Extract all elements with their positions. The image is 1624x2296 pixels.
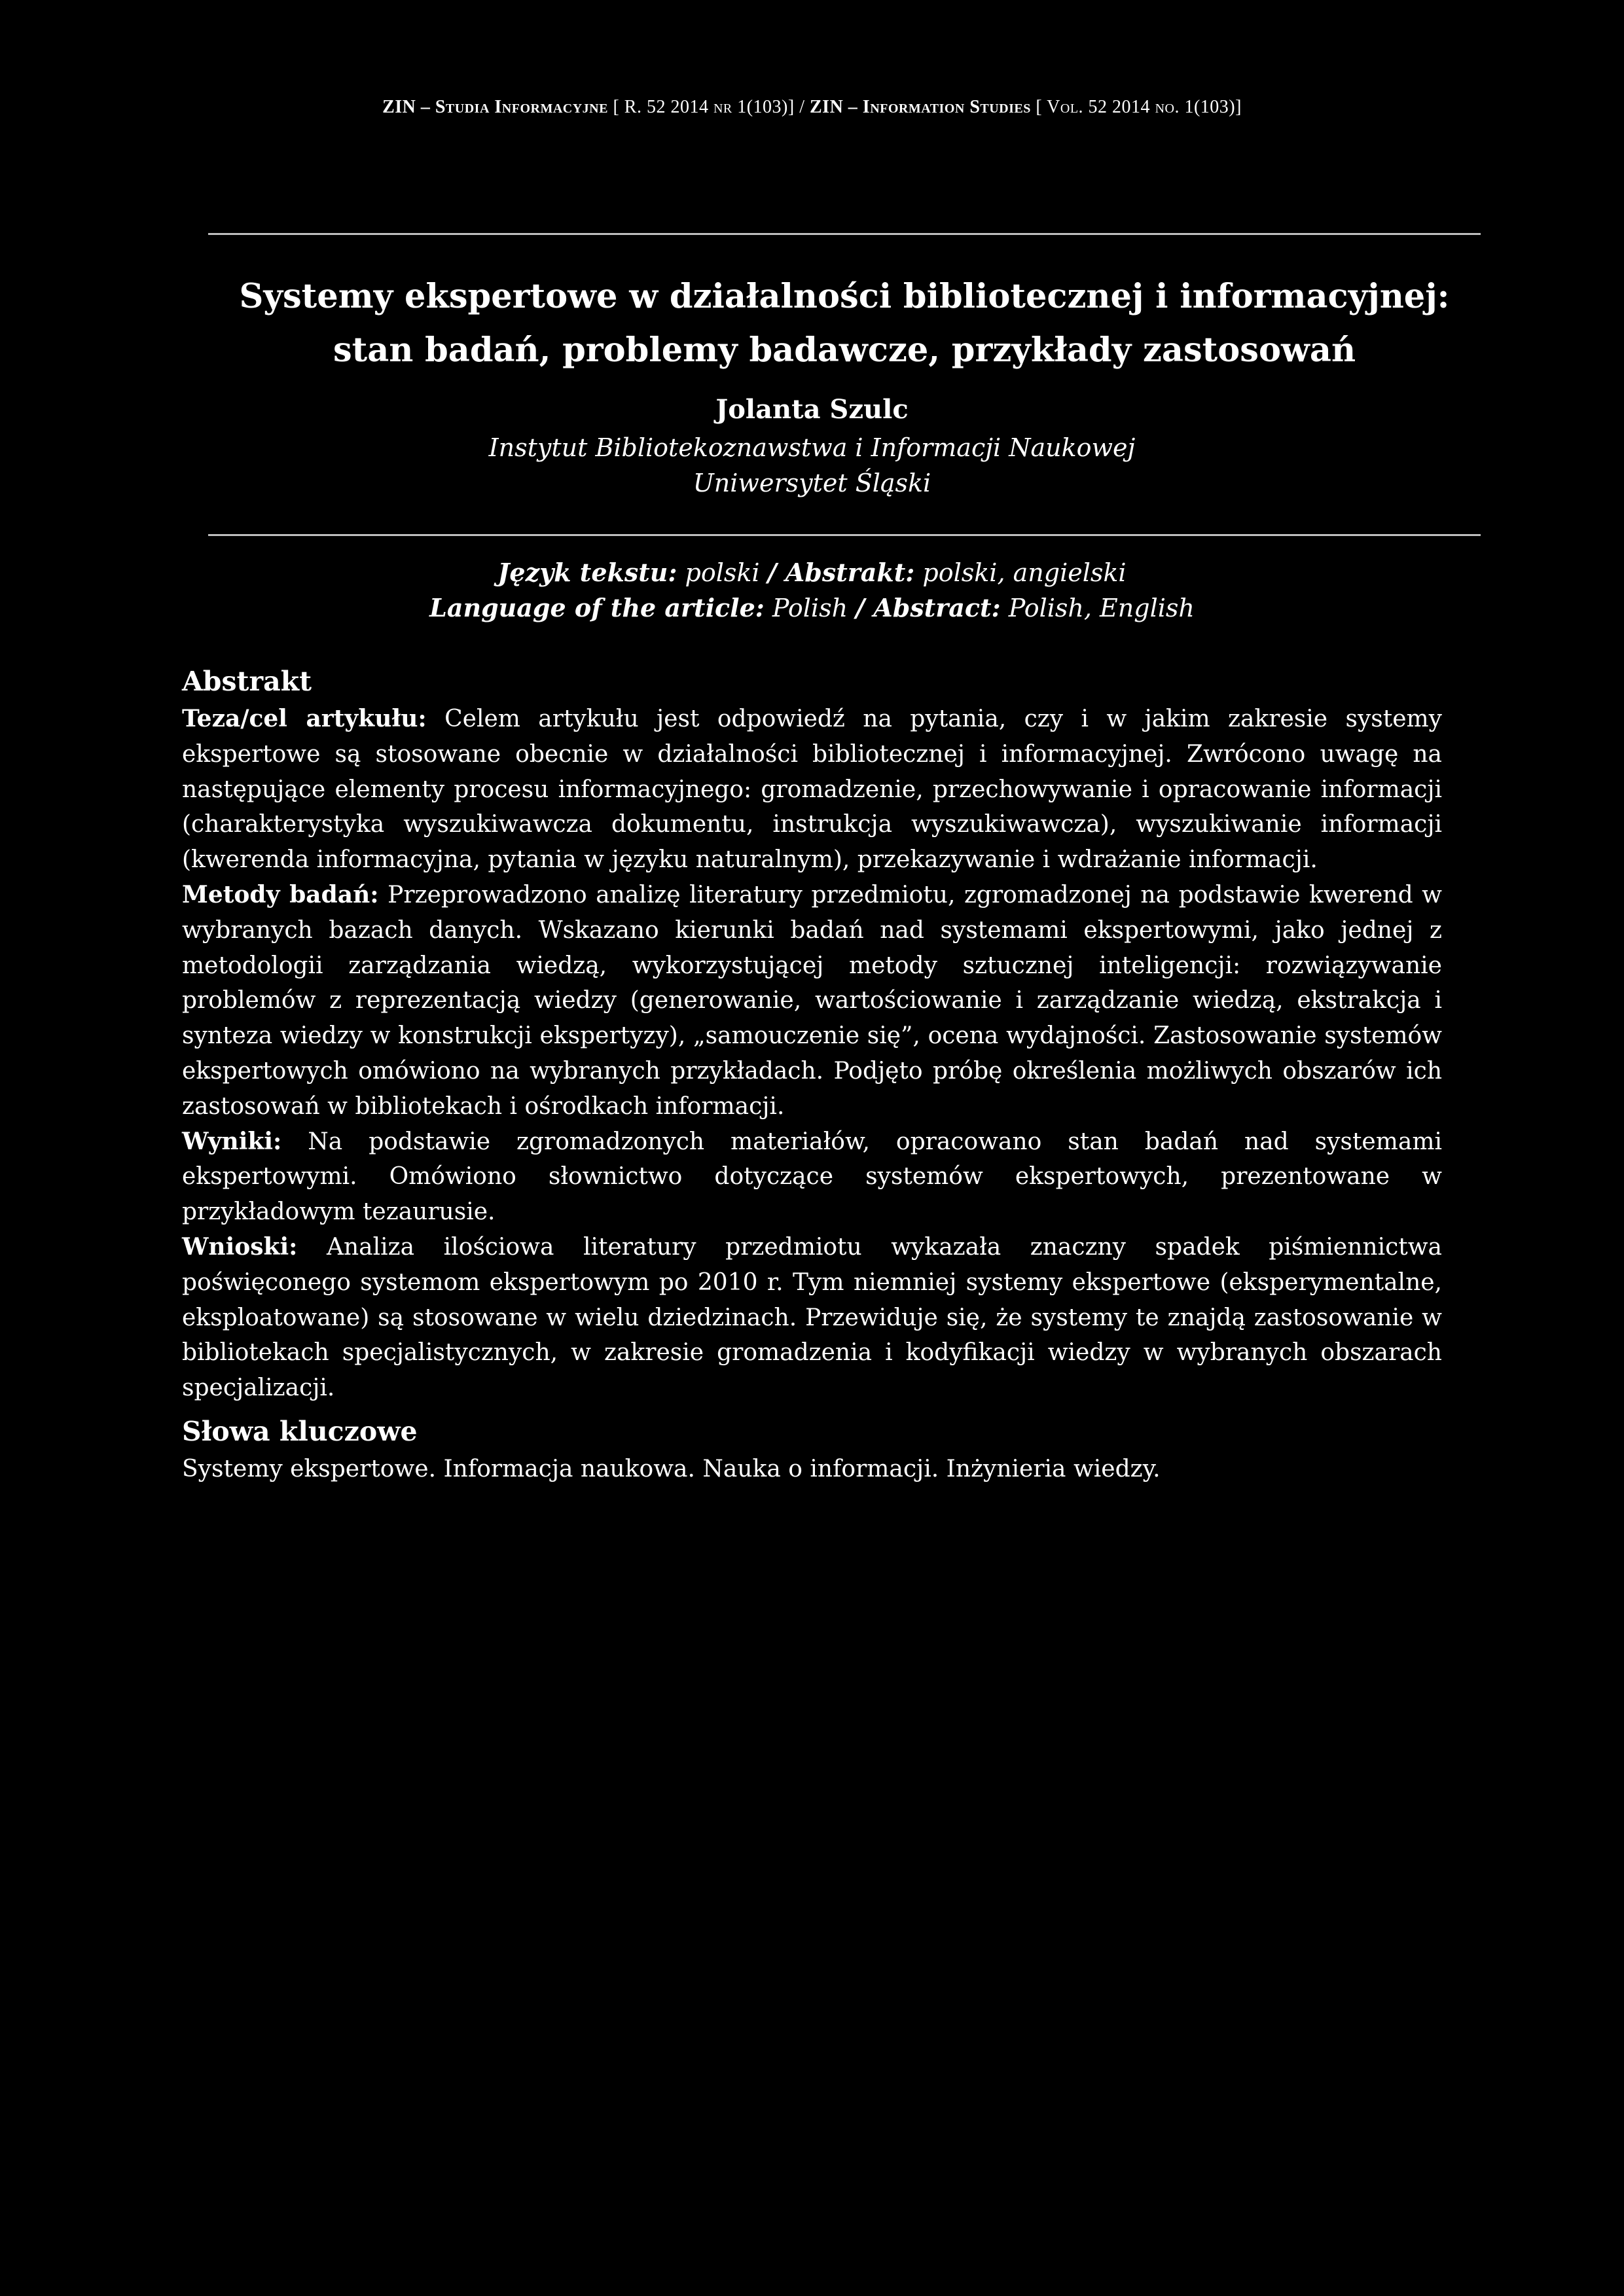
title-line-1: Systemy ekspertowe w działalności bibliotecznej i informacyjnej: xyxy=(239,277,1450,316)
language-line-polish xyxy=(0,558,1624,587)
header-nr-left: nr xyxy=(713,97,732,117)
author-name: Jolanta Szulc xyxy=(715,394,909,425)
methods-text: Przeprowadzono analizę literatury przedmiotu, zgromadzonej na podstawie kwerend w wybranych bazach danych. Wskazano kierunki badań nad systemami ekspertowymi, jako jednej z metodologii zarządzania wiedzą, wykorzystującej metody sztucznej inteligencji: rozwiązywanie problemów z reprezentacją wiedzy (generowanie, wartościowanie i zarządzanie wiedzą, ekstrakcja i synteza wiedzy w konstrukcji ekspertyzy), „samouczenie się”, ocena wydajności. Zastosowanie systemów ekspertowych omówiono na wybranych przykładach. Podjęto próbę określenia możliwych obszarów ich zastosowań w bibliotekach i ośrodkach informacji. xyxy=(182,881,1442,1120)
results-label: Wyniki: xyxy=(182,1127,282,1155)
lang-en-abstract-value: Polish, English xyxy=(1000,594,1195,622)
article-title xyxy=(208,270,1481,377)
lang-en-label: Language of the article: xyxy=(429,593,765,622)
header-issue-left: 1(103)] / xyxy=(732,97,810,117)
lang-pl-label: Język tekstu: xyxy=(497,558,677,587)
abstract-results xyxy=(182,1124,1442,1230)
running-header xyxy=(0,97,1624,118)
header-zin-left: ZIN xyxy=(382,97,416,117)
language-line-english xyxy=(0,593,1624,622)
lang-en-abstract-label: / Abstract: xyxy=(856,593,1001,622)
methods-label: Metody badań: xyxy=(182,880,379,908)
lang-pl-value: polski xyxy=(677,558,768,587)
keywords-heading: Słowa kluczowe xyxy=(182,1415,418,1447)
abstract-section xyxy=(182,661,1442,1487)
abstract-conclusions xyxy=(182,1230,1442,1406)
lang-en-value: Polish xyxy=(764,594,856,622)
abstract-heading: Abstrakt xyxy=(182,666,312,697)
conclusions-label: Wnioski: xyxy=(182,1232,298,1261)
header-volume-right: [ Vol. 52 2014 xyxy=(1030,97,1155,117)
keywords-text: Systemy ekspertowe. Informacja naukowa. Nauka o informacji. Inżynieria wiedzy. xyxy=(182,1455,1161,1482)
abstract-thesis xyxy=(182,702,1442,878)
header-issue-right: 1(103)] xyxy=(1179,97,1242,117)
lang-pl-abstract-value: polski, angielski xyxy=(914,558,1127,587)
header-journal-pl: Studia Informacyjne xyxy=(435,97,608,117)
title-line-2: stan badań, problemy badawcze, przykłady zastosowań xyxy=(333,331,1356,370)
header-dash-right: – xyxy=(843,97,863,117)
lang-pl-abstract-label: / Abstrakt: xyxy=(767,558,915,587)
abstract-methods xyxy=(182,878,1442,1124)
header-journal-en: Information Studies xyxy=(862,97,1031,117)
header-no-right: no. xyxy=(1155,97,1180,117)
conclusions-text: Analiza ilościowa literatury przedmiotu wykazała znaczny spadek piśmiennictwa poświęconego systemom ekspertowym po 2010 r. Tym niemniej systemy ekspertowe (eksperymentalne, eksploatowane) są stosowane w wielu dziedzinach. Przewiduje się, że systemy te znajdą zastosowanie w bibliotekach specjalistycznych, w zakresie gromadzenia i kodyfikacji wiedzy w wybranych obszarach specjalizacji. xyxy=(182,1233,1442,1402)
header-zin-right: ZIN xyxy=(810,97,844,117)
title-top-rule xyxy=(208,233,1481,235)
author-affiliation-university: Uniwersytet Śląski xyxy=(693,469,931,497)
author-affiliation-institute: Instytut Bibliotekoznawstwa i Informacji Naukowej xyxy=(488,433,1136,462)
thesis-text: Celem artykułu jest odpowiedź na pytania, czy i w jakim zakresie systemy ekspertowe są stosowane obecnie w działalności bibliotecznej i informacyjnej. Zwrócono uwagę na następujące elementy procesu informacyjnego: gromadzenie, przechowywanie i opracowanie informacji (charakterystyka wyszukiwawcza dokumentu, instrukcja wyszukiwawcza), wyszukiwanie informacji (kwerenda informacyjna, pytania w języku naturalnym), przekazywanie i wdrażanie informacji. xyxy=(182,706,1442,874)
thesis-label: Teza/cel artykułu: xyxy=(182,705,427,732)
title-bottom-rule xyxy=(208,534,1481,536)
results-text: Na podstawie zgromadzonych materiałów, opracowano stan badań nad systemami ekspertowymi. Omówiono słownictwo dotyczące systemów ekspertowych, prezentowane w przykładowym tezaurusie. xyxy=(182,1128,1442,1226)
header-volume-left: [ R. 52 2014 xyxy=(607,97,713,117)
header-dash-left: – xyxy=(416,97,435,117)
